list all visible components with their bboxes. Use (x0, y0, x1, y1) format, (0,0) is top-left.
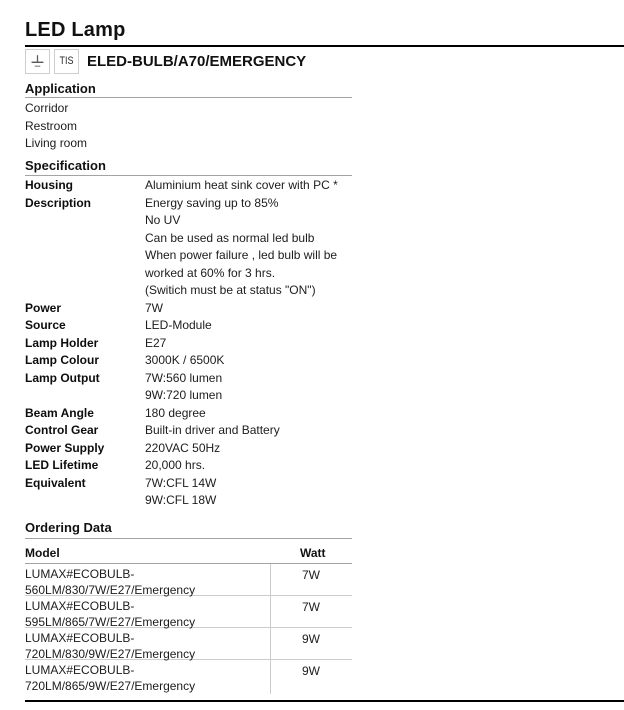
spec-row (25, 475, 385, 510)
spec-value: Built-in driver and Battery (145, 423, 280, 437)
spec-label: Power Supply (25, 440, 105, 455)
table-column-divider (270, 564, 271, 694)
spec-row (25, 335, 385, 353)
spec-value: 7W (145, 300, 163, 315)
spec-row (25, 405, 385, 423)
application-heading: Application (25, 81, 96, 96)
model-cell-line2: 720LM/865/9W/E27/Emergency (25, 678, 196, 693)
model-cell-line2: 720LM/830/9W/E27/Emergency (25, 646, 196, 661)
spec-value: 180 degree (145, 405, 206, 420)
model-cell-line1: LUMAX#ECOBULB- (25, 599, 135, 613)
spec-row (25, 370, 385, 405)
spec-label: LED Lifetime (25, 458, 99, 472)
spec-row (25, 195, 385, 300)
spec-value: 7W:CFL 14W (145, 475, 217, 490)
spec-value: When power failure , led bulb will be (145, 248, 338, 262)
page-title: LED Lamp (25, 19, 126, 41)
application-item: Restroom (25, 118, 78, 133)
spec-label: Source (25, 318, 66, 332)
spec-label: Control Gear (25, 423, 99, 437)
spec-label: Power (25, 300, 62, 315)
spec-label: Lamp Holder (25, 335, 99, 350)
spec-value: No UV (145, 213, 181, 227)
model-cell-line2: 595LM/865/7W/E27/Emergency (25, 614, 196, 629)
spec-value: E27 (145, 335, 167, 350)
earth-ground-icon (25, 49, 50, 74)
spec-row (25, 300, 385, 318)
table-row (25, 660, 352, 692)
spec-row (25, 457, 385, 475)
model-cell-line1: LUMAX#ECOBULB- (25, 631, 135, 645)
watt-cell: 7W (302, 600, 320, 614)
spec-label: Equivalent (25, 475, 86, 490)
application-divider (25, 97, 352, 98)
spec-label: Description (25, 195, 92, 210)
spec-row (25, 317, 385, 335)
spec-value: Can be used as normal led bulb (145, 230, 315, 245)
model-cell-line2: 560LM/830/7W/E27/Emergency (25, 582, 196, 597)
watt-cell: 9W (302, 632, 320, 646)
title-divider (25, 45, 624, 47)
watt-cell: 7W (302, 568, 320, 582)
spec-label: Beam Angle (25, 405, 94, 420)
spec-value: 20,000 hrs. (145, 458, 206, 472)
model-cell-line1: LUMAX#ECOBULB- (25, 567, 135, 581)
model-cell-line1: LUMAX#ECOBULB- (25, 663, 135, 677)
application-item: Living room (25, 136, 88, 150)
application-item: Corridor (25, 101, 69, 115)
spec-row (25, 352, 385, 370)
column-header-watt: Watt (300, 546, 326, 560)
ordering-divider (25, 538, 352, 539)
spec-value: 7W:560 lumen (145, 370, 223, 385)
application-list (25, 100, 87, 153)
specification-heading: Specification (25, 158, 106, 173)
table-row (25, 596, 352, 628)
spec-label: Housing (25, 178, 73, 192)
spec-value: (Switich must be at status "ON") (145, 283, 316, 297)
table-row (25, 564, 352, 596)
spec-value: LED-Module (145, 318, 212, 332)
spec-row (25, 440, 385, 458)
spec-value: 220VAC 50Hz (145, 440, 221, 455)
product-name-heading: ELED-BULB/A70/EMERGENCY (87, 52, 307, 70)
spec-value: Energy saving up to 85% (145, 195, 279, 210)
footer-divider (25, 700, 624, 702)
specification-divider (25, 175, 352, 176)
certification-row (25, 48, 306, 74)
table-row (25, 628, 352, 660)
spec-value: 3000K / 6500K (145, 353, 225, 367)
spec-label: Lamp Output (25, 370, 100, 385)
spec-value: Aluminium heat sink cover with PC * (145, 178, 338, 192)
tis-badge-label: TIS (59, 55, 74, 67)
watt-cell: 9W (302, 664, 320, 678)
spec-row (25, 177, 385, 195)
tis-badge (54, 49, 79, 74)
ordering-data-heading: Ordering Data (25, 520, 112, 535)
spec-row (25, 422, 385, 440)
spec-label: Lamp Colour (25, 353, 99, 367)
ordering-table (25, 564, 352, 692)
spec-value: 9W:720 lumen (145, 388, 223, 402)
specification-table (25, 177, 385, 510)
column-header-model: Model (25, 546, 60, 560)
spec-value: worked at 60% for 3 hrs. (145, 265, 276, 280)
spec-value: 9W:CFL 18W (145, 493, 217, 507)
